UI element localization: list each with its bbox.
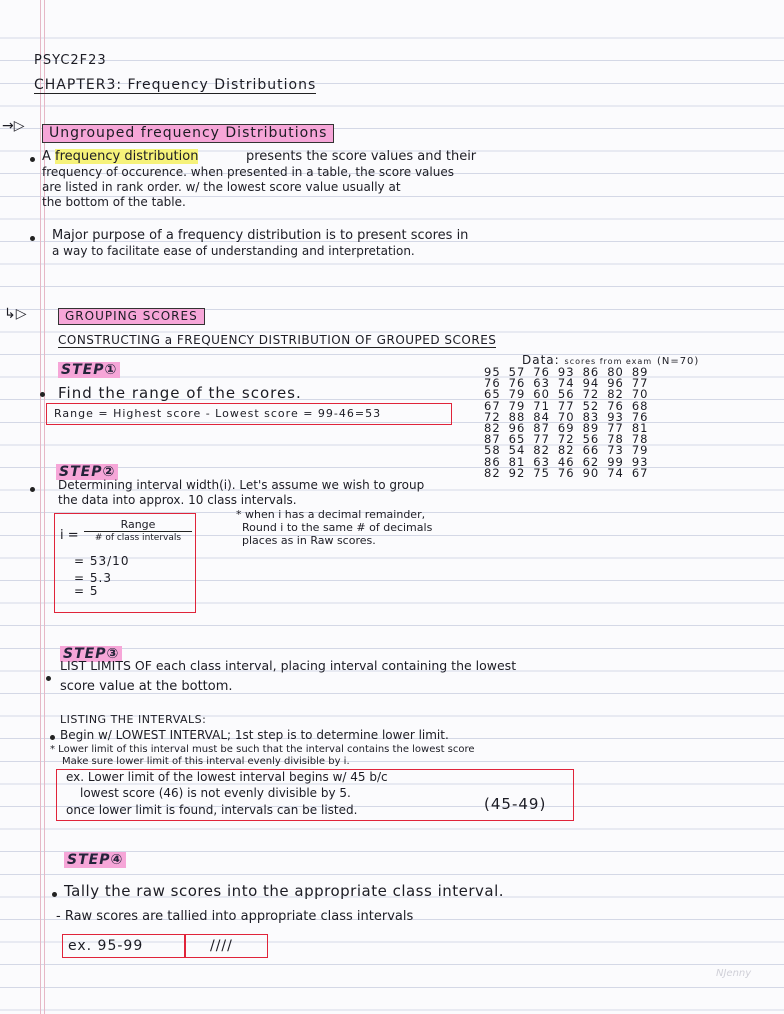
score-cell: 70: [557, 409, 575, 424]
score-cell: 60: [533, 387, 550, 402]
score-cell: 74: [607, 465, 624, 480]
score-cell: 93: [631, 454, 649, 469]
note-line: Round i to the same # of decimals: [242, 521, 433, 534]
chapter-title: CHAPTER3: Frequency Distributions: [34, 77, 317, 93]
bullet: [30, 157, 35, 162]
score-cell: 80: [607, 365, 624, 379]
bullet: [30, 236, 35, 241]
score-cell: 82: [484, 421, 501, 436]
score-cell: 56: [582, 432, 600, 447]
score-cell: 77: [533, 432, 550, 447]
margin-line: [40, 0, 41, 1014]
step-2-text: Determining interval width(i). Let's assume we wish to group: [58, 478, 425, 492]
score-cell: 89: [631, 365, 649, 379]
step-4-text: Tally the raw scores into the appropriate class interval.: [64, 882, 505, 900]
score-cell: 92: [508, 465, 526, 480]
score-cell: 57: [508, 365, 526, 379]
formula-numerator: Range: [84, 518, 192, 532]
score-cell: 96: [508, 421, 526, 436]
note-line: places as in Raw scores.: [242, 534, 376, 547]
score-cell: 76: [607, 398, 624, 413]
example-line: ex. Lower limit of the lowest interval begins w/ 45 b/c: [66, 770, 388, 784]
range-formula: Range = Highest score - Lowest score = 99-46=53: [54, 407, 382, 420]
score-cell: 72: [484, 409, 501, 424]
score-cell: 69: [557, 421, 575, 436]
score-cell: 76: [533, 365, 550, 379]
score-cell: 93: [557, 365, 575, 379]
bullet: [30, 487, 35, 492]
step-4-label: STEP④: [64, 852, 126, 868]
score-cell: 93: [607, 409, 624, 424]
score-cell: 77: [631, 376, 649, 391]
step-2-label: STEP②: [56, 464, 118, 480]
score-cell: 77: [607, 421, 624, 436]
note-line: * when i has a decimal remainder,: [236, 508, 426, 521]
score-cell: 72: [582, 387, 600, 402]
score-cell: 72: [557, 432, 575, 447]
score-cell: 84: [533, 409, 550, 424]
data-n-label: (N=70): [656, 356, 700, 367]
score-cell: 65: [484, 387, 501, 402]
scores-table: [480, 367, 652, 479]
score-cell: 82: [533, 443, 550, 458]
arrow-icon: ↳▷: [4, 306, 27, 322]
score-cell: 78: [607, 432, 624, 447]
score-cell: 89: [582, 421, 600, 436]
para-line: [42, 150, 198, 164]
score-cell: 88: [508, 409, 526, 424]
bullet: [52, 892, 57, 897]
score-cell: 71: [533, 398, 550, 413]
score-cell: 62: [582, 454, 600, 469]
score-cell: 90: [582, 465, 600, 480]
score-cell: 63: [533, 454, 550, 469]
score-cell: 95: [484, 365, 501, 379]
score-cell: 70: [631, 387, 649, 402]
score-cell: 82: [607, 387, 624, 402]
score-cell: 68: [631, 398, 649, 413]
arrow-icon: →▷: [2, 118, 25, 134]
score-cell: 78: [631, 432, 649, 447]
para-line: the bottom of the table.: [42, 195, 186, 209]
para-line: presents the score values and their: [246, 149, 477, 164]
score-cell: 75: [533, 465, 550, 480]
para-line: are listed in rank order. w/ the lowest score value usually at: [42, 180, 401, 194]
calc-line: = 5: [74, 584, 99, 598]
score-cell: 74: [557, 376, 575, 391]
para-line: frequency of occurence. when presented in a table, the score values: [42, 165, 454, 179]
example-line: lowest score (46) is not evenly divisible by 5.: [80, 786, 351, 800]
step-4-text2: - Raw scores are tallied into appropriate class intervals: [56, 909, 414, 924]
highlight-term: frequency distribution: [55, 149, 199, 164]
data-title-text: Data:: [522, 353, 560, 367]
score-cell: 82: [484, 465, 501, 480]
section-heading-grouping: GROUPING SCORES: [58, 308, 205, 325]
step-3-text: score value at the bottom.: [60, 679, 233, 694]
step-2-text: the data into approx. 10 class intervals.: [58, 493, 297, 507]
listing-title: LISTING THE INTERVALS:: [60, 713, 207, 726]
tally-marks: ////: [210, 938, 233, 954]
listing-rule: * Lower limit of this interval must be such that the interval contains the lowest score: [50, 744, 475, 755]
score-cell: 58: [484, 443, 501, 458]
listing-begin: Begin w/ LOWEST INTERVAL; 1st step is to determine lower limit.: [60, 728, 449, 742]
score-cell: 46: [557, 454, 575, 469]
calc-line: = 5.3: [74, 571, 112, 585]
score-cell: 81: [508, 454, 526, 469]
para-line: Major purpose of a frequency distribution is to present scores in: [52, 228, 469, 243]
score-cell: 96: [607, 376, 624, 391]
step-1-text: Find the range of the scores.: [58, 384, 302, 402]
score-cell: 79: [508, 387, 526, 402]
score-cell: 99: [607, 454, 624, 469]
step-3-text: LIST LIMITS OF each class interval, placing interval containing the lowest: [60, 658, 517, 673]
step-3-label: STEP③: [60, 646, 122, 662]
bullet: [46, 676, 51, 681]
course-code: PSYC2F23: [34, 53, 107, 68]
score-cell: 76: [508, 376, 526, 391]
score-cell: 65: [508, 432, 526, 447]
score-cell: 79: [631, 443, 649, 458]
score-cell: 77: [557, 398, 575, 413]
example-line: once lower limit is found, intervals can be listed.: [66, 803, 358, 817]
formula-denominator: # of class intervals: [94, 533, 182, 543]
score-cell: 76: [484, 376, 501, 391]
bullet: [40, 392, 45, 397]
score-cell: 87: [484, 432, 501, 447]
listing-rule: Make sure lower limit of this interval evenly divisible by i.: [62, 756, 350, 767]
score-cell: 73: [607, 443, 624, 458]
data-subtitle: scores from exam: [564, 357, 653, 366]
signature: NJenny: [716, 968, 752, 979]
score-cell: 54: [508, 443, 526, 458]
score-cell: 86: [484, 454, 501, 469]
score-cell: 63: [533, 376, 550, 391]
score-cell: 81: [631, 421, 649, 436]
score-cell: 82: [557, 443, 575, 458]
tally-example-label: ex. 95-99: [68, 938, 144, 954]
formula-lhs: i =: [60, 528, 79, 543]
table-row: [480, 468, 652, 479]
section-subheading: CONSTRUCTING a FREQUENCY DISTRIBUTION OF GROUPED SCORES: [58, 333, 497, 347]
score-cell: 56: [557, 387, 575, 402]
example-interval: (45-49): [484, 795, 547, 813]
score-cell: 52: [582, 398, 600, 413]
tally-divider: [184, 934, 186, 958]
para-line: a way to facilitate ease of understanding and interpretation.: [52, 244, 415, 258]
score-cell: 66: [582, 443, 600, 458]
bullet: [50, 735, 55, 740]
score-cell: 76: [631, 409, 649, 424]
score-cell: 67: [631, 465, 649, 480]
score-cell: 67: [484, 398, 501, 413]
score-cell: 79: [508, 398, 526, 413]
score-cell: 86: [582, 365, 600, 379]
score-cell: 94: [582, 376, 600, 391]
para-line-text: A: [42, 149, 56, 164]
section-heading-ungrouped: Ungrouped frequency Distributions: [42, 124, 334, 143]
score-cell: 76: [557, 465, 575, 480]
step-1-label: STEP①: [58, 362, 120, 378]
score-cell: 83: [582, 409, 600, 424]
score-cell: 87: [533, 421, 550, 436]
calc-line: = 53/10: [74, 554, 130, 568]
